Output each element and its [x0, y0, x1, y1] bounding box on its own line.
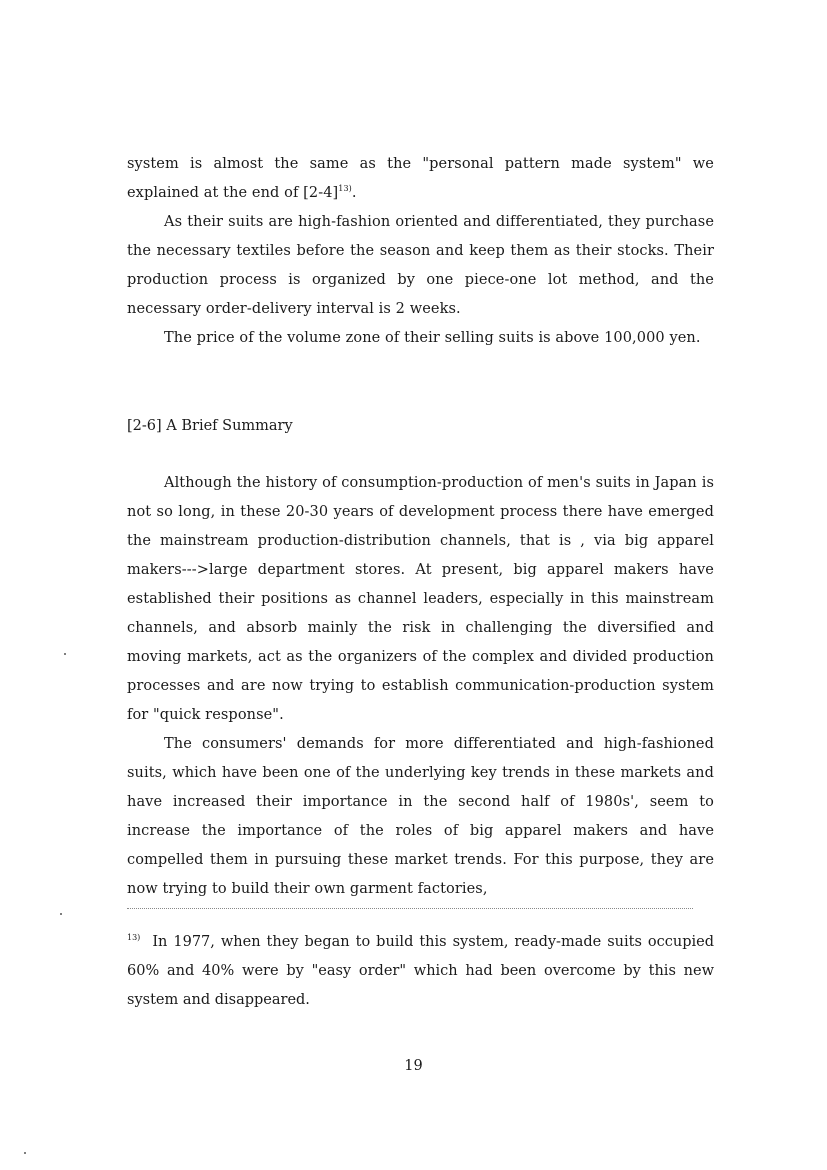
- body-text-summary: [127, 469, 714, 904]
- scan-speck: [64, 653, 66, 655]
- paragraph-production: As their suits are high-fashion oriented and differentiated, they purchase the necessary textiles before the season and keep them as their stocks. Their production process is organized by one piece-one lot method, and the necessary order-delivery interval is 2 weeks.: [127, 214, 714, 317]
- paragraph-consumer-demands: The consumers' demands for more differentiated and high-fashioned suits, which have been one of the underlying key trends in these markets and have increased their importance in the second half of 1980s', seem to increase the importance of the roles of big apparel makers and have compelled them in pursuing these market trends. For this purpose, they are now trying to build their own garment factories,: [127, 736, 714, 897]
- section-heading: [2-6] A Brief Summary: [127, 418, 293, 434]
- body-text-top: [127, 150, 714, 353]
- paragraph-text-end: .: [351, 185, 357, 201]
- footnote-reference: 13): [338, 184, 352, 194]
- paragraph-price: The price of the volume zone of their selling suits is above 100,000 yen.: [164, 330, 701, 346]
- paragraph-history: Although the history of consumption-production of men's suits in Japan is not so long, in these 20-30 years of development process there have emerged the mainstream production-distribution channels, that is , via big apparel makers--->large department stores. At present, big apparel makers have established their positions as channel leaders, especially in this mainstream channels, and absorb mainly the risk in challenging the diversified and moving markets, act as the organizers of the complex and divided production processes and are now trying to establish communication-production system for "quick response".: [127, 475, 714, 723]
- paragraph-continued: [127, 150, 714, 208]
- footnote-divider: [127, 908, 693, 909]
- footnote: [127, 928, 714, 1015]
- footnote-text: In 1977, when they began to build this system, ready-made suits occupied 60% and 40% were by "easy order" which had been overcome by this new system and disappeared.: [127, 934, 714, 1008]
- scan-speck: [60, 913, 62, 915]
- scan-speck: [24, 1152, 26, 1154]
- footnote-marker: 13): [127, 933, 141, 943]
- paragraph-text: system is almost the same as the "personal pattern made system" we explained at the end of [2-4]: [127, 156, 714, 201]
- page-number: 19: [404, 1058, 423, 1074]
